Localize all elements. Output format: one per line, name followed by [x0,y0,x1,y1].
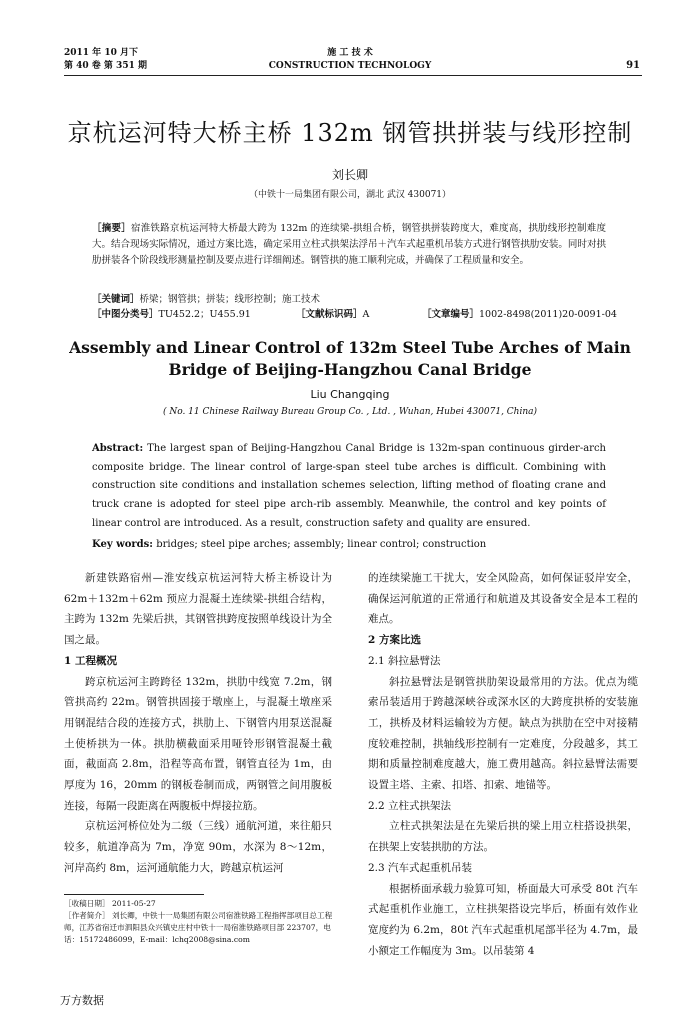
source-watermark: 万方数据 [60,994,104,1007]
body-column-left [64,568,332,879]
section-heading-2: 2 方案比选 [368,634,421,647]
continued-paragraph: 的连续梁施工干扰大，安全风险高，如何保证驳岸安全，确保运河航道的正常通行和航道及其设备安全是本工程的难点。 [368,572,638,626]
section-1-paragraph-2: 京杭运河桥位处为二级（三线）通航河道，来往船只较多，航道净高为 7m，净宽 90m，水深为 8～12m，河岸高约 8m，运河通航能力大，跨越京杭运河 [64,820,332,874]
footnote [64,898,334,946]
abstract-cn [92,221,606,269]
received-date: ［收稿日期］ 2011-05-27 [64,899,156,908]
keywords-cn-text: 桥梁；钢管拱；拼装；线形控制；施工技术 [139,294,321,305]
subsection-heading-2-2: 2.2 立柱式拱架法 [368,799,452,812]
article-number: ［文章编号］ 1002-8498(2011)20-0091-04 [422,309,617,320]
clc-code: ［中图分类号］ TU452.2；U455.91 [92,309,251,320]
author-en: Liu Changqing [310,388,390,401]
header-date: 2011 年 10 月下 [64,48,138,58]
header-issue [64,47,147,73]
doc-code: ［文献标识码］ A [296,309,370,320]
footnote-rule [64,894,204,895]
abstract-cn-text: 宿淮铁路京杭运河特大桥最大跨为 132m 的连续梁-拱组合桥，钢管拱拼装跨度大，难度高，拱肋线形控制难度大。结合现场实际情况，通过方案比选，确定采用立柱式拱架法浮吊＋汽车式起重机吊装方式进行钢管拱肋安装。同时对拱肋拼装各个阶段线形测量控制及要点进行详细阐述。钢管拱的施工顺利完成，并确保了工程质量和安全。 [92,223,606,266]
abstract-en-label: Abstract: [92,443,144,454]
subsection-heading-2-3: 2.3 汽车式起重机吊装 [368,861,473,874]
paper-title-cn: 京杭运河特大桥主桥 132m 钢管拱拼装与线形控制 [67,119,633,147]
affiliation-cn: （中铁十一局集团有限公司，湖北 武汉 430071） [248,190,452,200]
subsection-2-1-paragraph: 斜拉悬臂法是钢管拱肋架设最常用的方法。优点为缆索吊装适用于跨越深峡谷或深水区的大跨度拱桥的安装施工，拱桥及材料运输较为方便。缺点为拱肋在空中对接精度较难控制，拱轴线形控制有一定难度，分段越多，其工期和质量控制难度越大，施工费用越高。斜拉悬臂法需要设置主塔、主索、扣塔、扣索、地锚等。 [368,675,638,792]
page-number: 91 [626,60,640,71]
abstract-en [92,440,606,534]
abstract-cn-label: ［摘要］ [92,223,131,234]
journal-name-cn: 施 工 技 术 [327,48,373,58]
header-volume: 第 40 卷 第 351 期 [64,61,147,71]
keywords-cn-label: ［关键词］ [92,294,140,305]
section-1-paragraph: 跨京杭运河主跨跨径 132m，拱肋中线宽 7.2m，钢管拱高约 22m。钢管拱固接于墩座上，与混凝土墩座采用钢混结合段的连接方式，拱肋上、下钢管内用泵送混凝土使桥拱为一体。拱肋横截面采用哑铃形钢管混凝土截面，截面高 2.8m，沿程等高布置，钢管直径为 1m，由厚度为 16，20mm 的钢板卷制而成，两钢管之间用腹板连接，每隔一段距离在两腹板中焊接拉筋。 [64,675,332,812]
keywords-en-text: bridges; steel pipe arches; assembly; linear control; construction [156,539,487,550]
paper-title-en: Assembly and Linear Control of 132m Steel Tube Arches of Main Bridge of Beijing-Hangzhou Canal Bridge [69,338,631,379]
header-journal [240,47,460,73]
abstract-en-text: The largest span of Beijing-Hangzhou Canal Bridge is 132m-span continuous girder-arch composite bridge. The linear control of large-span steel tube arches is difficult. Combining with construction site conditions and installation schemes selection, lifting method of floating crane and truck crane is adopted for steel pipe arch-rib assembly. Meanwhile, the control and key points of linear control are introduced. As a result, construction safety and quality are ensured. [92,443,606,529]
keywords-en [92,537,606,553]
subsection-2-2-paragraph: 立柱式拱架法是在先梁后拱的梁上用立柱搭设拱架，在拱架上安装拱肋的方法。 [368,820,638,854]
affiliation-en: ( No. 11 Chinese Railway Bureau Group Co. , Ltd. , Wuhan, Hubei 430071, China) [162,407,538,417]
subsection-heading-2-1: 2.1 斜拉悬臂法 [368,654,441,667]
keywords-en-label: Key words: [92,539,153,550]
author-bio: ［作者简介］ 刘长卿，中铁十一局集团有限公司宿淮铁路工程指挥部项目总工程师，江苏省宿迁市泗阳县众兴镇史庄村中铁十一局宿淮铁路项目部 223707，电话：15172486099，E-mail：lchq2008@sina.com [64,911,333,944]
header-rule [64,75,642,76]
intro-paragraph: 新建铁路宿州—淮安线京杭运河特大桥主桥设计为 62m＋132m＋62m 预应力混凝土连续梁-拱组合结构，主跨为 132m 先梁后拱，其钢管拱跨度按照单线设计为全国之最。 [64,572,332,647]
journal-name-en: CONSTRUCTION TECHNOLOGY [268,61,432,71]
subsection-2-3-paragraph: 根据桥面承载力验算可知，桥面最大可承受 80t 汽车式起重机作业施工，立柱拱架搭设完毕后，桥面有效作业宽度约为 6.2m，80t 汽车式起重机尾部半径为 4.7m，最小额定工作幅度为 3m。以吊装第 4 [368,882,638,957]
keywords-cn [92,292,606,307]
body-column-right [368,568,638,961]
author-cn: 刘长卿 [331,168,368,182]
section-heading-1: 1 工程概况 [64,654,117,667]
